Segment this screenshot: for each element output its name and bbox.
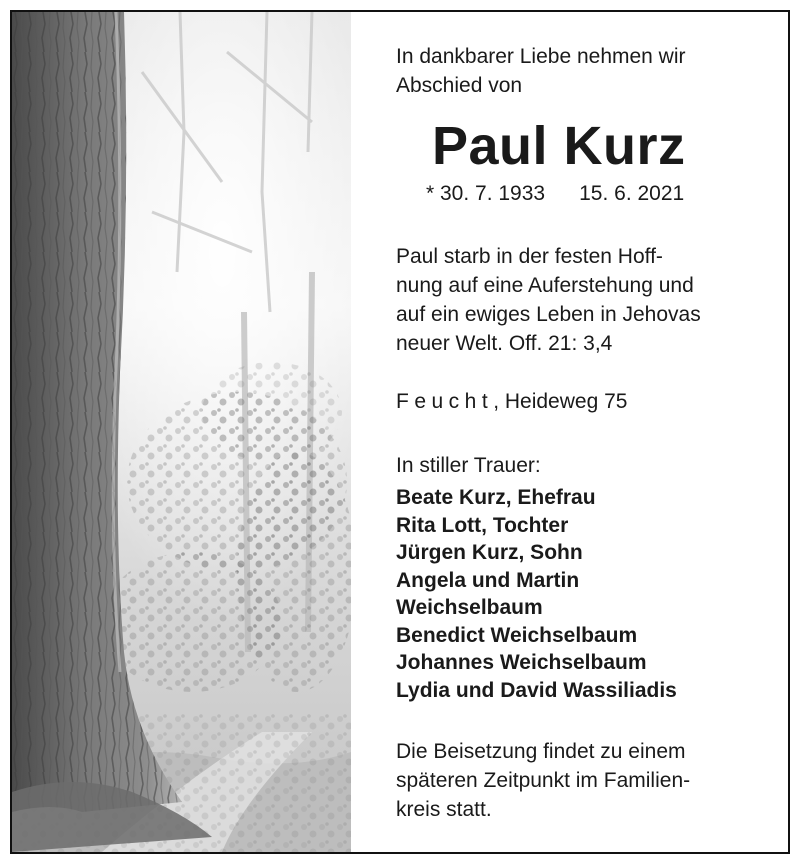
mourner: Beate Kurz, Ehefrau	[396, 486, 596, 509]
intro-text	[396, 42, 686, 100]
intro-line: In dankbarer Liebe nehmen wir	[396, 45, 686, 68]
statement-line: Paul starb in der festen Hoff-	[396, 245, 663, 268]
statement-line: auf ein ewiges Leben in Jehovas	[396, 303, 701, 326]
mourner: Angela und Martin	[396, 568, 580, 592]
mourner: Lydia und David Wassiliadis	[396, 678, 677, 702]
death-date: 15. 6. 2021	[579, 182, 685, 205]
deceased-name: Paul Kurz	[432, 116, 686, 176]
faith-statement	[396, 242, 701, 358]
mourner: Jürgen Kurz, Sohn	[396, 541, 583, 564]
mourner: Weichselbaum	[396, 596, 543, 619]
burial-note	[396, 737, 690, 824]
statement-line: neuer Welt. Off. 21: 3,4	[396, 332, 613, 355]
street-address: , Heideweg 75	[493, 390, 628, 413]
burial-line: kreis statt.	[396, 798, 492, 821]
town-name: Feucht	[396, 390, 494, 413]
burial-line: späteren Zeitpunkt im Familien-	[396, 769, 691, 792]
forest-photo	[12, 12, 351, 852]
mourner: Rita Lott, Tochter	[396, 513, 569, 537]
mourning-heading: In stiller Trauer:	[396, 454, 541, 477]
mourner: Benedict Weichselbaum	[396, 623, 638, 647]
burial-line: Die Beisetzung findet zu einem	[396, 740, 686, 763]
statement-line: nung auf eine Auferstehung und	[396, 274, 694, 297]
mourners-list	[396, 484, 677, 704]
mourner: Johannes Weichselbaum	[396, 651, 647, 674]
address	[396, 387, 627, 416]
obituary-notice	[10, 10, 790, 854]
life-dates	[426, 180, 684, 208]
birth-date: * 30. 7. 1933	[426, 182, 546, 205]
intro-line: Abschied von	[396, 74, 523, 97]
